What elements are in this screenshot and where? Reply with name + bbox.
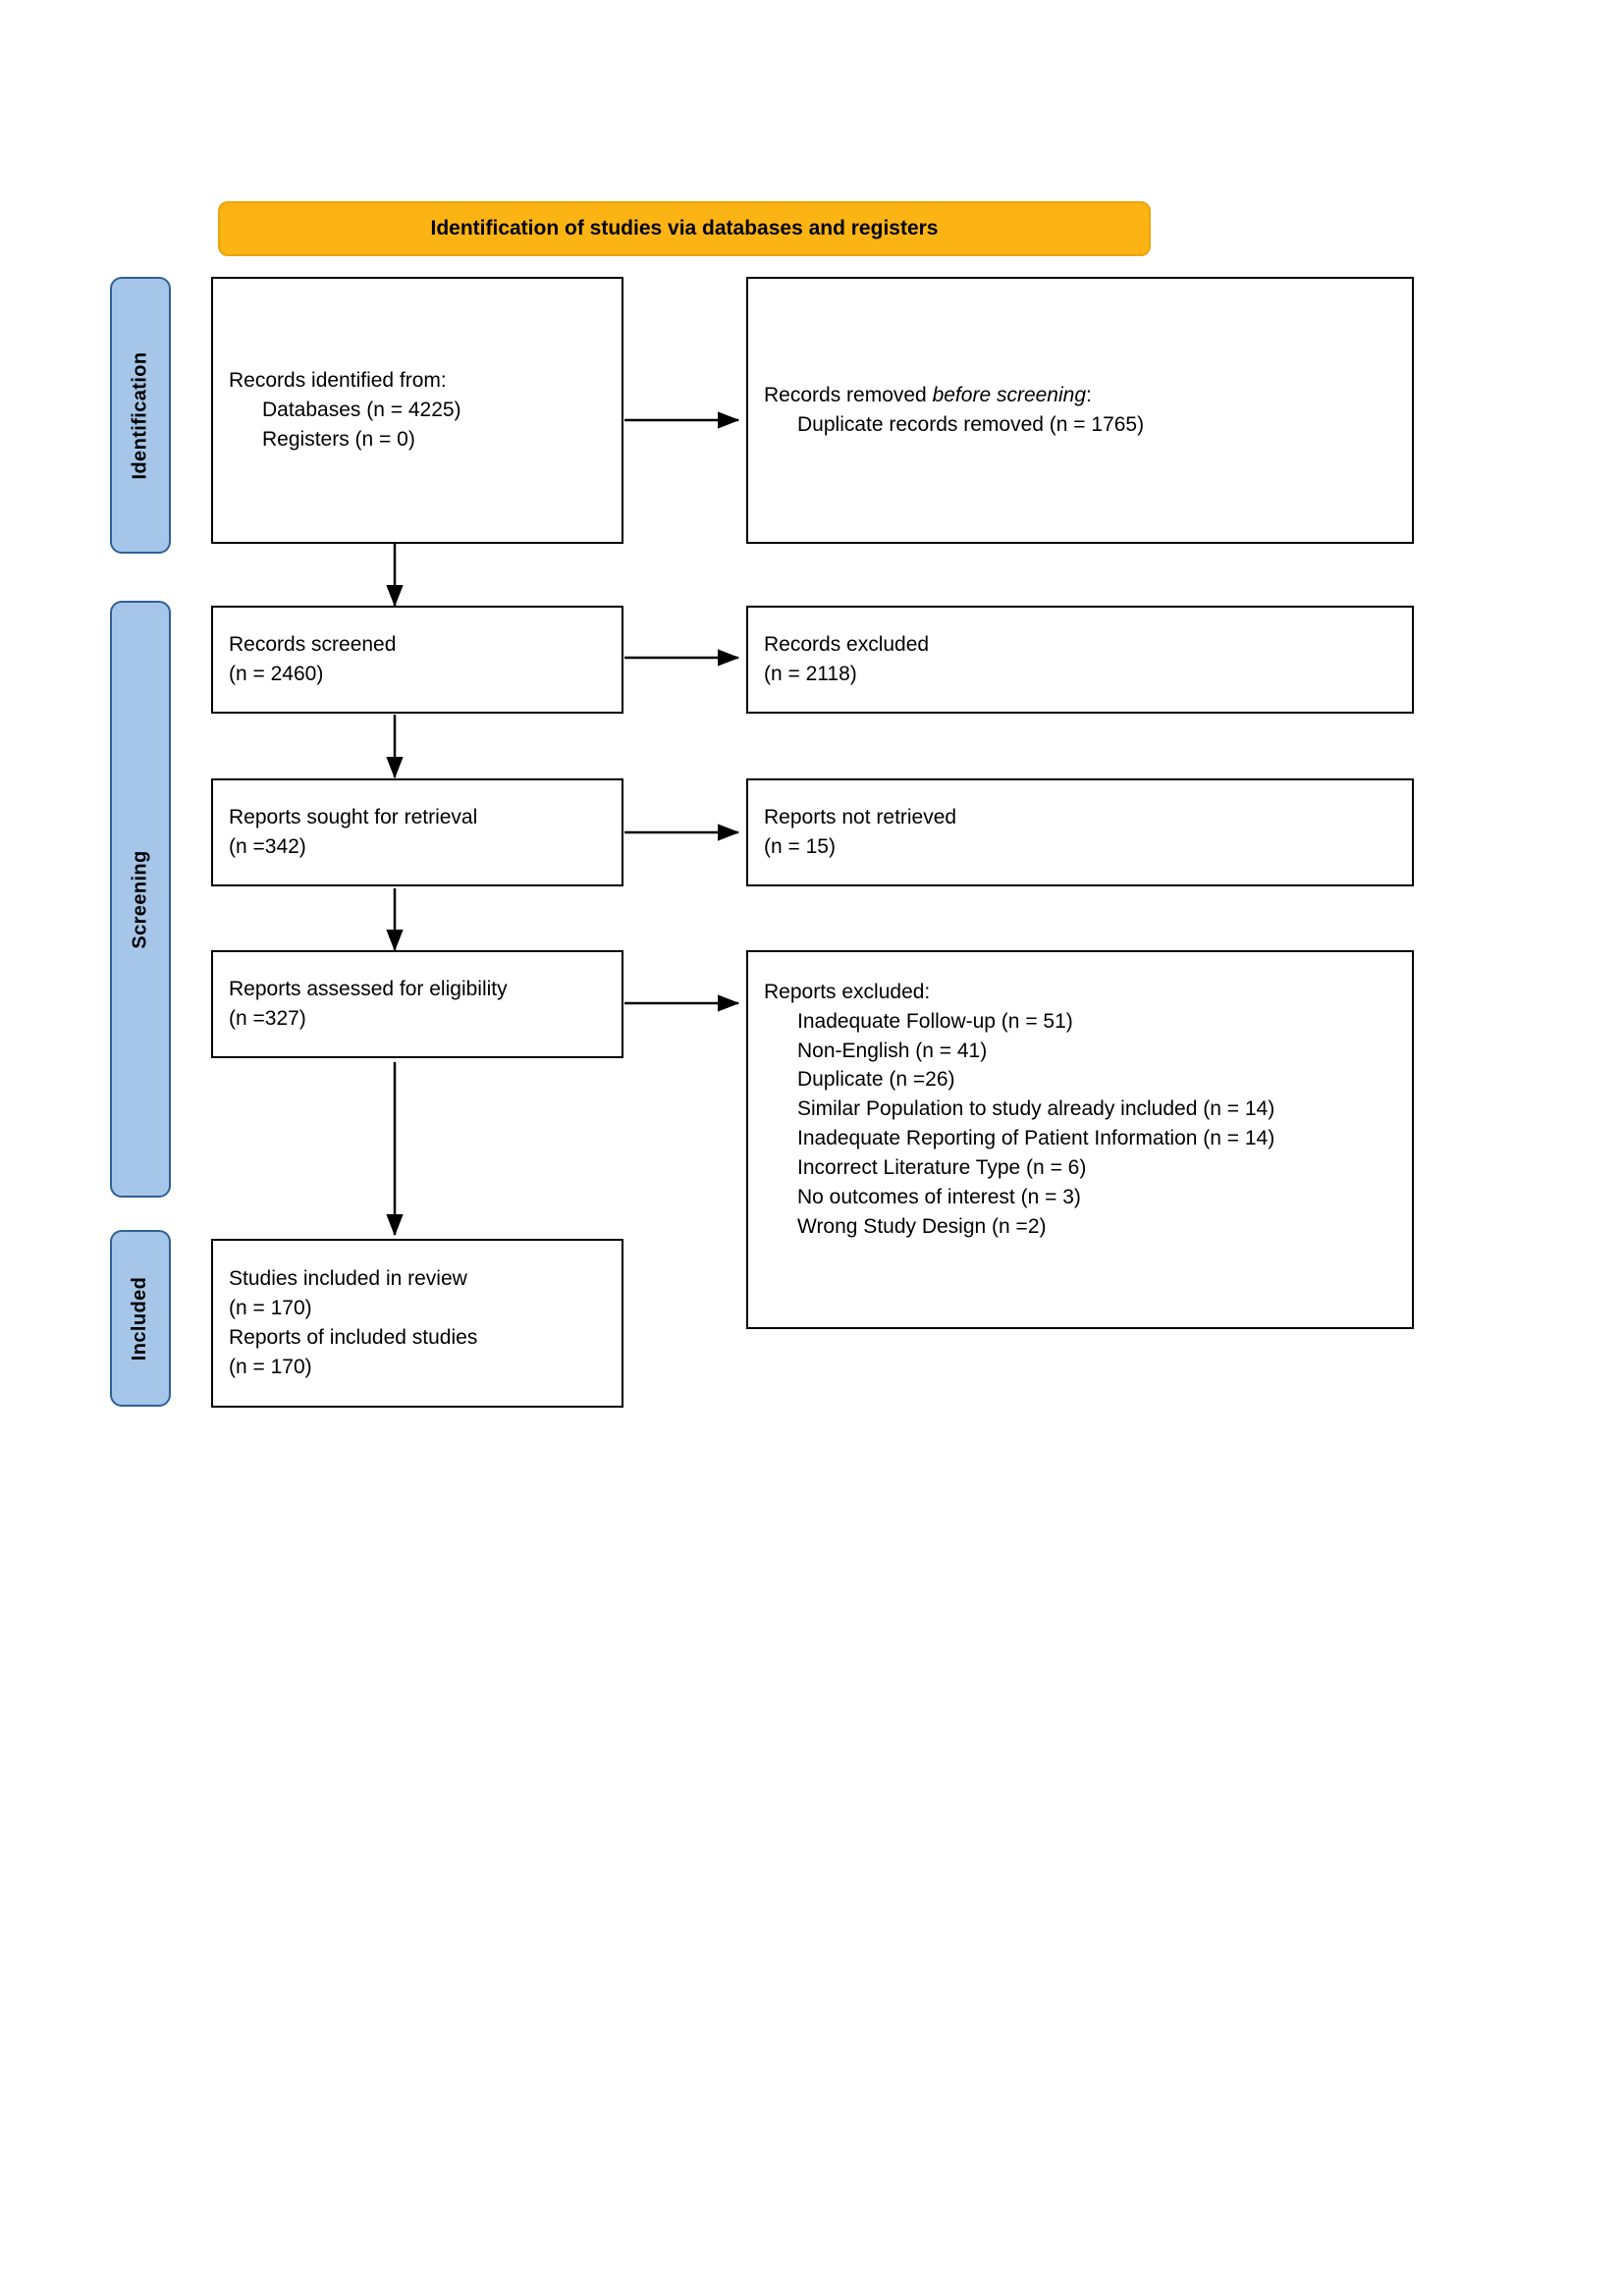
records-screened-label: Records screened	[229, 633, 397, 657]
box-reports-sought-for-retrieval	[211, 778, 623, 886]
reports-excluded-reason-4: Inadequate Reporting of Patient Information (n = 14)	[797, 1127, 1275, 1150]
reports-excluded-title: Reports excluded:	[764, 981, 931, 1003]
studies-included-label: Studies included in review	[229, 1267, 467, 1291]
reports-excluded-reason-2: Duplicate (n =26)	[797, 1068, 955, 1092]
records-excluded-count: (n = 2118)	[764, 663, 857, 685]
reports-sought-label: Reports sought for retrieval	[229, 806, 478, 829]
records-screened-count: (n = 2460)	[229, 663, 324, 685]
reports-excluded-reason-6: No outcomes of interest (n = 3)	[797, 1185, 1081, 1208]
box-reports-excluded	[746, 950, 1414, 1329]
phase-label-identification	[110, 277, 171, 554]
phase-label-included-text: Included	[129, 1276, 151, 1361]
box-reports-assessed-for-eligibility	[211, 950, 623, 1058]
records-identified-databases: Databases (n = 4225)	[262, 399, 461, 422]
box-reports-not-retrieved	[746, 778, 1414, 886]
studies-included-count: (n = 170)	[229, 1297, 312, 1320]
reports-not-retrieved-label: Reports not retrieved	[764, 806, 957, 829]
banner-identification-databases-registers	[218, 201, 1151, 256]
reports-assessed-count: (n =327)	[229, 1007, 306, 1030]
records-identified-title: Records identified from:	[229, 369, 447, 393]
reports-of-included-count: (n = 170)	[229, 1355, 312, 1378]
phase-label-identification-text: Identification	[129, 350, 151, 480]
reports-sought-count: (n =342)	[229, 835, 306, 858]
box-records-screened	[211, 606, 623, 714]
records-identified-registers: Registers (n = 0)	[262, 427, 415, 451]
box-records-excluded	[746, 606, 1414, 714]
reports-excluded-reason-0: Inadequate Follow-up (n = 51)	[797, 1009, 1073, 1033]
box-records-removed-before-screening	[746, 277, 1414, 544]
reports-excluded-reason-7: Wrong Study Design (n =2)	[797, 1214, 1047, 1238]
reports-of-included-label: Reports of included studies	[229, 1326, 478, 1349]
records-excluded-label: Records excluded	[764, 633, 930, 657]
phase-label-included	[110, 1230, 171, 1407]
phase-label-screening-text: Screening	[129, 849, 151, 949]
reports-assessed-label: Reports assessed for eligibility	[229, 978, 508, 1001]
records-removed-duplicates: Duplicate records removed (n = 1765)	[797, 413, 1145, 436]
reports-excluded-reason-1: Non-English (n = 41)	[797, 1039, 988, 1062]
box-records-identified	[211, 277, 623, 544]
records-removed-title: Records removed before screening:	[764, 384, 1092, 407]
reports-not-retrieved-count: (n = 15)	[764, 835, 836, 858]
box-studies-included-in-review	[211, 1239, 623, 1408]
phase-label-screening	[110, 601, 171, 1198]
banner-label: Identification of studies via databases and registers	[430, 217, 939, 240]
reports-excluded-reason-5: Incorrect Literature Type (n = 6)	[797, 1155, 1087, 1179]
reports-excluded-reason-3: Similar Population to study already included (n = 14)	[797, 1097, 1275, 1121]
